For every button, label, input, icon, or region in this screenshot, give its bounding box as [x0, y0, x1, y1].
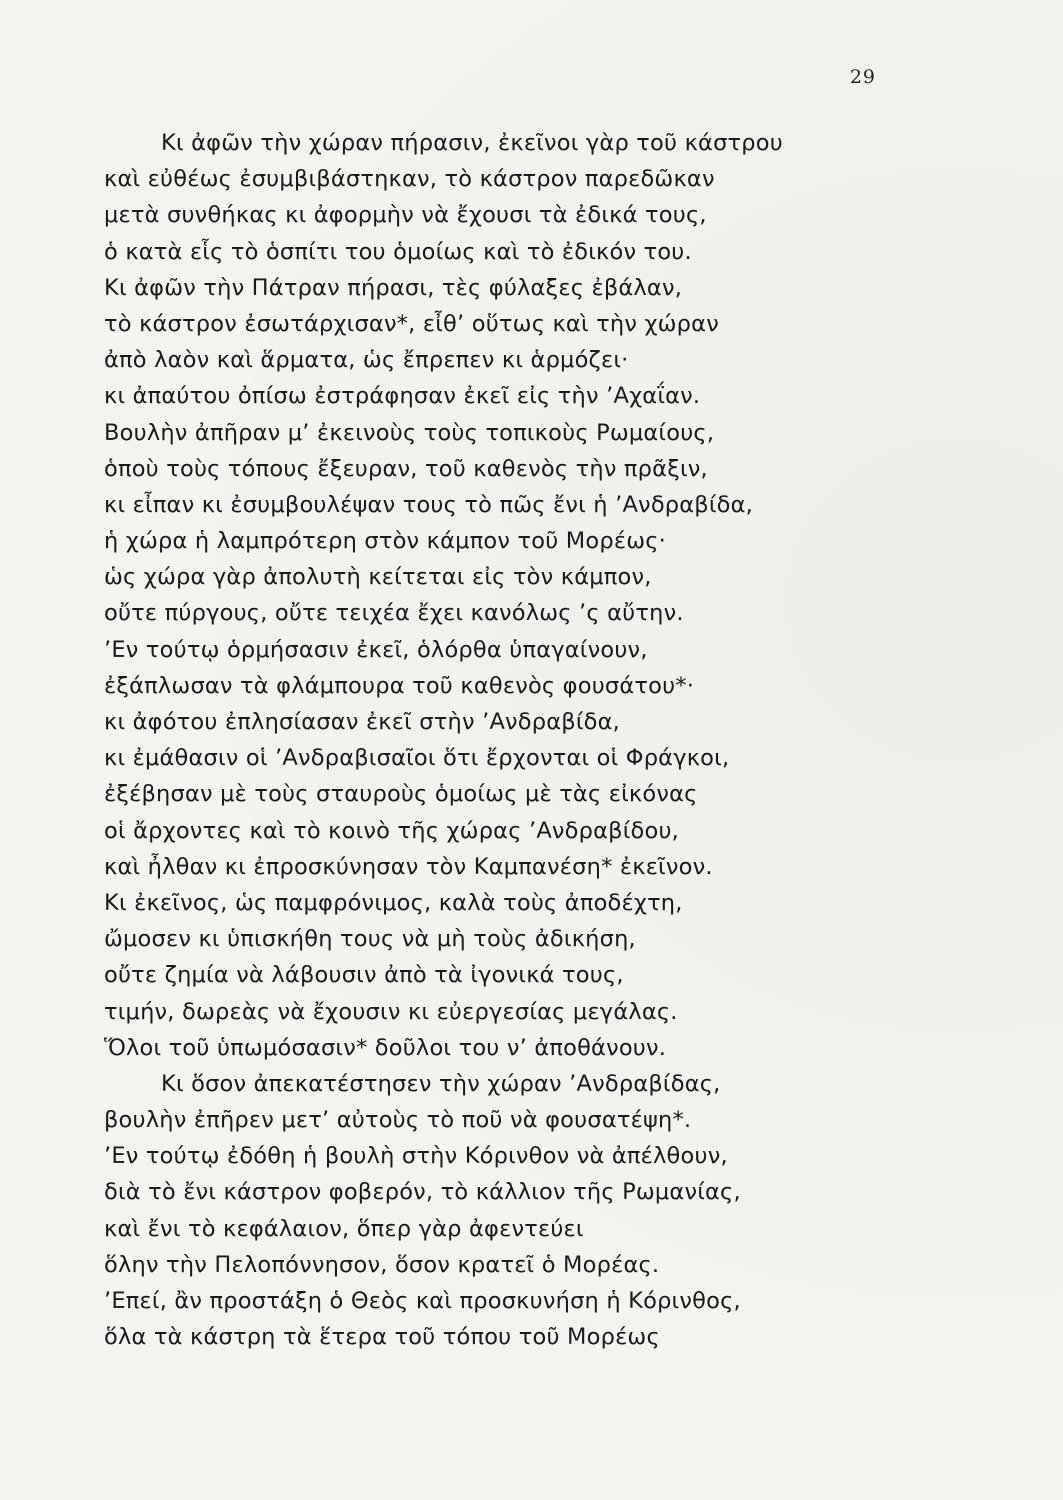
verse-line: κι εἶπαν κι ἐσυμβουλέψαν τους τὸ πῶς ἔνι ἡ ’Ανδραβίδα,: [104, 491, 754, 518]
verse-line: κι ἀφότου ἐπλησίασαν ἐκεῖ στὴν ’Ανδραβίδα,: [104, 709, 621, 735]
verse-line: ’Εν τούτῳ ἐδόθη ἡ βουλὴ στὴν Κόρινθον νὰ ἀπέλθουν,: [104, 1143, 728, 1170]
verse-line: καὶ εὐθέως ἐσυμβιβάστηκαν, τὸ κάστρον παρεδῶκαν: [104, 166, 715, 193]
verse-line: ἐξάπλωσαν τὰ φλάμπουρα τοῦ καθενὸς φουσάτου*·: [104, 672, 695, 699]
page-number: 29: [849, 66, 876, 88]
verse-line: διὰ τὸ ἔνι κάστρον φοβερόν, τὸ κάλλιον τῆς Ρωμανίας,: [104, 1179, 741, 1206]
verse-line: ὅλα τὰ κάστρη τὰ ἕτερα τοῦ τόπου τοῦ Μορέως: [104, 1324, 660, 1351]
verse-line: ὡς χώρα γὰρ ἀπολυτὴ κείτεται εἰς τὸν κάμπον,: [104, 564, 652, 591]
verse-line: καὶ ἔνι τὸ κεφάλαιον, ὅπερ γὰρ ἀφεντεύει: [104, 1215, 584, 1242]
verse-line: ’Εν τούτῳ ὁρμήσασιν ἐκεῖ, ὁλόρθα ὑπαγαίνουν,: [104, 636, 648, 663]
verse-line: βουλὴν ἐπῆρεν μετ’ αὐτοὺς τὸ ποῦ νὰ φουσατέψη*.: [104, 1107, 692, 1134]
verse-line: ὁ κατὰ εἷς τὸ ὁσπίτι του ὁμοίως καὶ τὸ ἐδικόν του.: [104, 238, 692, 265]
verse-line: Βουλὴν ἀπῆραν μ’ ἐκεινοὺς τοὺς τοπικοὺς Ρωμαίους,: [104, 419, 715, 446]
verse-line: καὶ ἦλθαν κι ἐπροσκύνησαν τὸν Καμπανέση* ἐκεῖνον.: [104, 853, 713, 880]
verse-line: οὔτε πύργους, οὔτε τειχέα ἔχει κανόλως ’ς αὔτην.: [104, 600, 684, 627]
verse-line: ἡ χώρα ἡ λαμπρότερη στὸν κάμπον τοῦ Μορέως·: [104, 528, 667, 555]
verse-line: Κι ἀφῶν τὴν Πάτραν πήρασι, τὲς φύλαξες ἐβάλαν,: [104, 274, 683, 301]
verse-line: κι ἐμάθασιν οἱ ’Ανδραβισαῖοι ὅτι ἔρχονται οἱ Φράγκοι,: [104, 745, 730, 772]
verse-line: τὸ κάστρον ἐσωτάρχισαν*, εἶθ’ οὕτως καὶ τὴν χώραν: [104, 310, 719, 337]
verse-line: οἱ ἄρχοντες καὶ τὸ κοινὸ τῆς χώρας ’Ανδραβίδου,: [104, 817, 680, 844]
verse-line: κι ἀπαύτου ὀπίσω ἐστράφησαν ἐκεῖ εἰς τὴν ’Αχαΐαν.: [104, 383, 701, 410]
verse-line: οὔτε ζημία νὰ λάβουσιν ἀπὸ τὰ ἰγονικά τους,: [104, 962, 624, 989]
verse-line: Κι ὅσον ἀπεκατέστησεν τὴν χώραν ’Ανδραβίδας,: [161, 1070, 721, 1097]
verse-line: μετὰ συνθήκας κι ἀφορμὴν νὰ ἔχουσι τὰ ἐδικά τους,: [104, 202, 707, 229]
verse-line: Κι ἐκεῖνος, ὡς παμφρόνιμος, καλὰ τοὺς ἀποδέχτη,: [104, 889, 683, 916]
verse-line: ’Επεί, ἂν προστάξη ὁ Θεὸς καὶ προσκυνήση ἡ Κόρινθος,: [104, 1288, 741, 1314]
verse-line: τιμήν, δωρεὰς νὰ ἔχουσιν κι εὐεργεσίας μεγάλας.: [104, 998, 678, 1025]
verse-line: ὤμοσεν κι ὑπισκήθη τους νὰ μὴ τοὺς ἀδικήση,: [104, 926, 636, 953]
verse-line: ἐξέβησαν μὲ τοὺς σταυροὺς ὁμοίως μὲ τὰς εἰκόνας: [104, 781, 698, 808]
verse-line: Ὅλοι τοῦ ὑπωμόσασιν* δοῦλοι του ν’ ἀποθάνουν.: [104, 1034, 667, 1061]
verse-line: ὅλην τὴν Πελοπόννησον, ὅσον κρατεῖ ὁ Μορέας.: [104, 1251, 660, 1278]
verse-line: ὁποὺ τοὺς τόπους ἔξευραν, τοῦ καθενὸς τὴν πρᾶξιν,: [104, 455, 708, 482]
poem-text: [104, 125, 864, 1355]
verse-line: ἀπὸ λαὸν καὶ ἅρματα, ὡς ἔπρεπεν κι ἁρμόζει·: [104, 347, 629, 374]
verse-line: Κι ἀφῶν τὴν χώραν πήρασιν, ἐκεῖνοι γὰρ τοῦ κάστρου: [161, 130, 783, 156]
